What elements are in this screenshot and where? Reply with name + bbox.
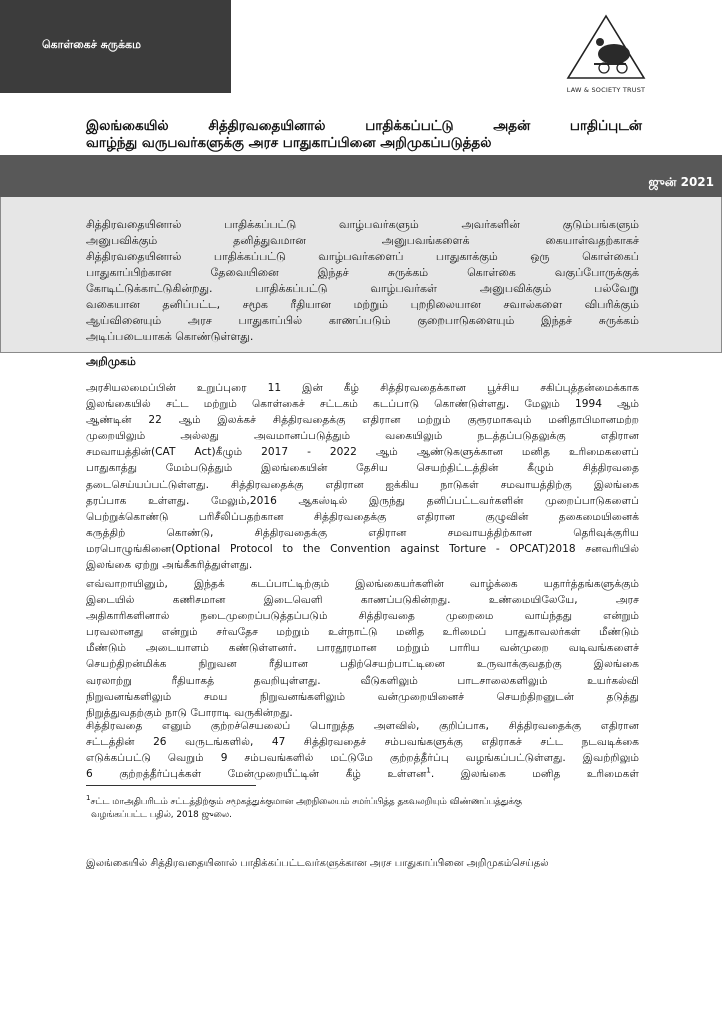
paragraph-line: பாதுகாத்து மேம்படுத்தும் இலங்கையின் தேசிய செயற்திட்டத்தின் கீழும் சித்திரவதை	[86, 462, 639, 475]
section-heading-introduction: அறிமுகம்	[86, 355, 136, 368]
policy-brief-label: கொள்கைச் சுருக்கம	[42, 38, 141, 51]
paragraph-line: மீண்டும் அடையாளம் கண்டுள்ளனர். பாரதூரமான மற்றும் பாரிய வன்முறை வடிவங்களைச்	[86, 642, 639, 655]
paragraph-line: எவ்வாறாயினும், இந்தக் கடப்பாட்டிற்கும் இலங்கையர்களின் வாழ்க்கை யதார்த்தங்களுக்கும்	[86, 578, 639, 590]
law-society-trust-logo	[556, 14, 656, 94]
summary-line: சித்திரவதையினால் பாதிக்கப்பட்டு வாழ்பவர்களைப் பாதுகாக்கும் ஒரு கொள்கைப்	[86, 250, 639, 263]
summary-line: ஆய்வினையும் அரச பாதுகாப்பில் காணப்படும் குறைபாடுகளையும் இந்தச் சுருக்கம்	[86, 314, 639, 327]
footnote-marker: 1	[86, 794, 91, 803]
footnote-line: வழங்கப்பட்ட பதில், 2018 ஜுலை.	[91, 810, 232, 820]
paragraph-line: இலங்கையில் சட்ட மற்றும் கொள்கைச் சட்டகம் கடப்பாடு கொண்டுள்ளது. மேலும் 1994 ஆம்	[86, 398, 639, 411]
paragraph-line-part: 6 குற்றத்தீர்ப்புக்கள் மேன்முறையீட்டின் கீழ் உள்ளன	[86, 768, 427, 781]
title-line: இலங்கையில் சித்திரவதையினால் பாதிக்கப்பட்டு அதன் பாதிப்புடன்	[86, 118, 642, 134]
paragraph-line: சித்திரவதை எனும் குற்றச்செயலைப் பொறுத்த அளவில், குறிப்பாக, சித்திரவதைக்கு எதிரான	[86, 720, 639, 732]
paragraph-line: எடுக்கப்பட்டு வெறும் 9 சம்பவங்களில் மட்டுமே குற்றத்தீர்ப்பு வழங்கப்பட்டுள்ளது. இவற்றிலும்	[86, 752, 639, 765]
summary-line: சித்திரவதையினால் பாதிக்கப்பட்டு வாழ்பவர்களும் அவர்களின் குடும்பங்களும்	[86, 218, 639, 231]
paragraph-line: அரசியலமைப்பின் உறுப்புரை 11 இன் கீழ் சித்திரவதைக்கான பூச்சிய சகிப்புத்தன்மைக்காக	[86, 382, 639, 394]
paragraph-line: நிறுவனங்களிலும் சமய நிறுவனங்களிலும் வன்முறையினைச் செயற்திறனுடன் தடுத்து	[86, 690, 639, 703]
paragraph-line: தடைசெய்யப்பட்டுள்ளது. சித்திரவதைக்கு எதிரான ஐக்கிய நாடுகள் சமவாயத்திற்கு இலங்கை	[86, 478, 639, 491]
paragraph-line: தரப்பாக உள்ளது. மேலும்,2016 ஆகஸ்டில் இருந்து தனிப்பட்டவர்களின் முறைப்பாடுகளைப்	[86, 494, 639, 507]
paragraph-2	[86, 576, 639, 721]
paragraph-line: வரலாற்று ரீதியாகத் தவறியுள்ளது. வீடுகளிலும் பாடசாலைகளிலும் உயர்கல்வி	[86, 674, 639, 687]
paragraph-line: சமவாயத்தின்(CAT Act)கீழும் 2017 - 2022 ஆம் ஆண்டுகளுக்கான மனித உரிமைகளைப்	[86, 446, 639, 459]
paragraph-3	[86, 718, 639, 782]
summary-line: கோடிட்டுக்காட்டுகின்றது. பாதிக்கப்பட்டு வாழ்பவர்கள் அனுபவிக்கும் பல்வேறு	[86, 282, 639, 295]
summary-text	[86, 217, 639, 345]
paragraph-line: பெற்றுக்கொண்டு பரிசீலிப்பதற்கான சித்திரவதைக்கு எதிரான குழுவின் தகைமையினைக்	[86, 510, 639, 523]
paragraph-line: முறையிலும் அல்லது அவமானப்படுத்தும் வகையிலும் நடத்தப்படுதலுக்கு எதிரான	[86, 430, 639, 443]
page-footer: இலங்கையில் சித்திரவதையினால் பாதிக்கப்பட்டவர்களுக்கான அரச பாதுகாப்பினை அறிமுகம்செய்தல்	[86, 858, 549, 869]
summary-line: அனுபவிக்கும் தனித்துவமான அனுபவங்களைக் கையாள்வதற்காகச்	[86, 234, 639, 247]
paragraph-line: செயற்திறன்மிக்க நிறுவன ரீதியான பதிற்செயற்பாட்டினை உருவாக்குவதற்கு இலங்கை	[86, 658, 639, 671]
footnote-text: சட்ட மாஅதிபரிடம் சட்டத்திற்கும் சமூகத்துக்குமான அறநிலையம் சமர்ப்பித்த தகவலறியும் விண்ணப்பத்துக்கு	[90, 797, 522, 807]
logo-text: LAW & SOCIETY TRUST	[566, 86, 646, 94]
paragraph-line: 6 குற்றத்தீர்ப்புக்கள் மேன்முறையீட்டின் கீழ் உள்ளன$^1$. இலங்கை மனித உரிமைகள்	[86, 766, 639, 781]
paragraph-line: பரவலானது என்றும் சர்வதேச மற்றும் உள்நாட்டு மனித உரிமைப் பாதுகாவலர்கள் மீண்டும்	[86, 626, 639, 639]
paragraph-line: நிறுத்துவதற்கும் நாடு போராடி வருகின்றது.	[86, 706, 293, 719]
policy-brief-tag	[0, 0, 231, 93]
footnote-reference[interactable]: 1	[426, 766, 431, 775]
summary-line: பாதுகாப்பிற்கான தேவையினை இந்தச் சுருக்கம் கொள்கை வகுப்போருக்குக்	[86, 266, 639, 279]
paragraph-line-part: இலங்கை மனித உரிமைகள்	[460, 768, 639, 781]
footnote-line	[86, 796, 642, 809]
publication-date: ஜுன் 2021	[648, 175, 714, 189]
paragraph-line: அதிகாரிகளினால் நடைமுறைப்படுத்தப்படும் சித்திரவதை முறைமை வாய்ந்தது என்றும்	[86, 610, 639, 623]
page-title	[86, 118, 642, 152]
paragraph-line: மரபொழுங்கினை(Optional Protocol to the Convention against Torture - OPCAT)2018 சனவரியில்	[86, 542, 639, 555]
footnote-divider	[86, 785, 256, 786]
summary-line: வகையான தனிப்பட்ட, சமூக ரீதியான மற்றும் புறநிலையான சவால்களை விபரிக்கும்	[86, 298, 639, 311]
summary-line: அடிப்படையாகக் கொண்டுள்ளது.	[86, 330, 254, 343]
date-band	[0, 155, 722, 197]
paragraph-line: இடையில் கணிசமான இடைவெளி காணப்படுகின்றது. உண்மையிலேயே, அரச	[86, 594, 639, 607]
paragraph-1	[86, 380, 639, 573]
logo-triangle-icon	[564, 14, 648, 84]
paragraph-line: சட்டத்தின் 26 வருடங்களில், 47 சித்திரவதைச் சம்பவங்களுக்கு எதிராகச் சட்ட நடவடிக்கை	[86, 736, 639, 749]
paragraph-line: இலங்கை ஏற்று அங்கீகரித்துள்ளது.	[86, 559, 253, 572]
paragraph-line: கருத்திற் கொண்டு, சித்திரவதைக்கு எதிரான சமவாயத்திற்கான தெரிவுக்குரிய	[86, 526, 639, 539]
paragraph-line: ஆண்டின் 22 ஆம் இலக்கச் சித்திரவதைக்கு எதிரான மற்றும் குரூரமாகவும் மனிதாபிமானமற்ற	[86, 414, 639, 427]
title-line: வாழ்ந்து வருபவர்களுக்கு அரச பாதுகாப்பினை அறிமுகப்படுத்தல்	[86, 135, 492, 151]
footnote	[86, 796, 642, 822]
